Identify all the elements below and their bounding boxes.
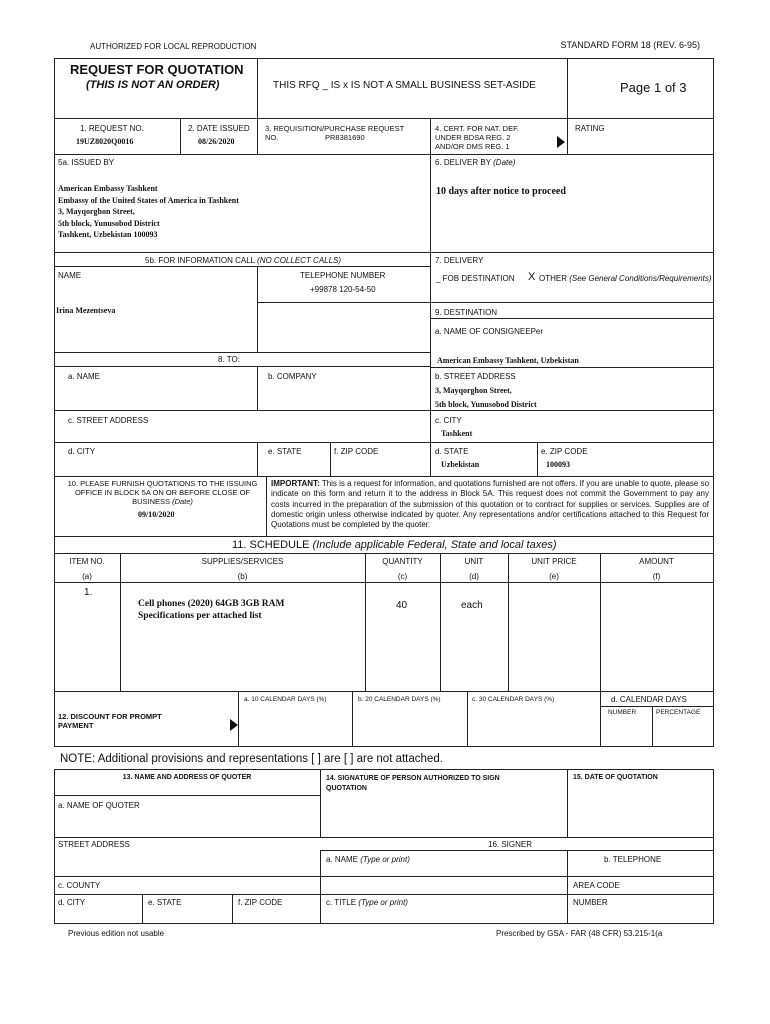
discount-30-days: c. 30 CALENDAR DAYS (%) — [472, 696, 555, 703]
dest-city-label: c. CITY — [435, 416, 462, 425]
item-number: 1. — [84, 587, 93, 598]
discount-calendar-days: d. CALENDAR DAYS — [611, 695, 687, 704]
quoter-street-label: STREET ADDRESS — [58, 840, 130, 849]
prescribed-by-note: Prescribed by GSA - FAR (48 CFR) 53.215-1(a — [496, 929, 663, 938]
arrow-right-icon — [230, 719, 238, 731]
issued-by-address: American Embassy Tashkent Embassy of the United States of America in Tashkent 3, Mayqorghon Street, 5th block, Yunusobod District Tashkent, Uzbekistan 100093 — [58, 184, 239, 239]
fob-destination-option: _ FOB DESTINATION — [436, 274, 515, 283]
delivery-label: 7. DELIVERY — [435, 256, 484, 265]
quoter-county-label: c. COUNTY — [58, 881, 101, 890]
dest-zip-value: 100093 — [546, 460, 570, 469]
contact-name-label: NAME — [58, 271, 82, 280]
standard-form-number: STANDARD FORM 18 (REV. 6-95) — [560, 40, 700, 50]
request-no-label: 1. REQUEST NO. — [80, 124, 144, 133]
important-notice: IMPORTANT: This is a request for information, and quotations furnished are not offers. If you are unable to quote, please so indicate on this form and return it to the address in Block 5A. This request does not commit the Government to pay any costs incurred in the preparation of the submission of this quotation or to contract for supplies or services. Supplies are of domestic origin unless otherwise indicated by quoter. Any representations and/or certifications attached to this Request for Quotations must be completed by the quoter. — [271, 479, 710, 530]
date-issued-value: 08/26/2020 — [198, 137, 235, 146]
signature-label: 14. SIGNATURE OF PERSON AUTHORIZED TO SIGN QUOTATION — [326, 775, 500, 792]
quotation-date-label: 15. DATE OF QUOTATION — [573, 774, 658, 781]
issued-by-label: 5a. ISSUED BY — [58, 158, 115, 167]
item-quantity: 40 — [396, 600, 408, 611]
quoter-name-address-label: 13. NAME AND ADDRESS OF QUOTER — [122, 774, 252, 781]
dest-zip-label: e. ZIP CODE — [541, 447, 588, 456]
page-number: Page 1 of 3 — [620, 80, 687, 95]
attachment-note: NOTE: Additional provisions and representations [ ] are [ ] are not attached. — [60, 753, 443, 765]
to-state-label: e. STATE — [268, 447, 302, 456]
form-subtitle: (THIS IS NOT AN ORDER) — [86, 79, 220, 91]
item-unit: each — [461, 600, 483, 611]
set-aside-statement: THIS RFQ _ IS x IS NOT A SMALL BUSINESS SET-ASIDE — [273, 80, 536, 91]
discount-number-label: NUMBER — [608, 709, 637, 716]
signer-label: 16. SIGNER — [488, 840, 533, 849]
quoter-state-label: e. STATE — [148, 898, 182, 907]
quoter-city-label: d. CITY — [58, 898, 86, 907]
deliver-by-value: 10 days after notice to proceed — [436, 186, 566, 197]
dest-street-label: b. STREET ADDRESS — [435, 372, 516, 381]
consignee-value: American Embassy Tashkent, Uzbekistan — [437, 356, 579, 365]
furnish-label: 10. PLEASE FURNISH QUOTATIONS TO THE ISSUING OFFICE IN BLOCK 5A ON OR BEFORE CLOSE OF BUSINESS (Date) — [67, 479, 258, 506]
consignee-label: a. NAME OF CONSIGNEEPer — [435, 327, 544, 336]
to-zip-label: f. ZIP CODE — [334, 447, 379, 456]
col-quantity: QUANTITY (c) — [382, 557, 423, 581]
requisition-label: 3. REQUISITION/PURCHASE REQUEST NO. — [265, 124, 405, 142]
requisition-no: PR8381690 — [325, 133, 365, 142]
to-city-label: d. CITY — [68, 447, 96, 456]
to-street-label: c. STREET ADDRESS — [68, 416, 149, 425]
other-option: OTHER (See General Conditions/Requirements) — [539, 274, 712, 283]
authorized-reproduction: AUTHORIZED FOR LOCAL REPRODUCTION — [90, 42, 257, 51]
quoter-name-label: a. NAME OF QUOTER — [58, 801, 140, 810]
discount-20-days: b. 20 CALENDAR DAYS (%) — [358, 696, 441, 703]
col-unit: UNIT (d) — [464, 557, 484, 581]
contact-name-value: Irina Mezentseva — [56, 306, 116, 315]
to-name-label: a. NAME — [68, 372, 101, 381]
dest-street-value: 3, Mayqorghon Street, 5th block, Yunusobod District — [435, 386, 537, 409]
info-call-label: 5b. FOR INFORMATION CALL (NO COLLECT CALLS) — [145, 256, 342, 265]
cert-nat-def-label: 4. CERT. FOR NAT. DEF. UNDER BDSA REG. 2 AND/OR DMS REG. 1 — [435, 124, 519, 151]
other-checkmark: X — [528, 271, 536, 283]
form-title: REQUEST FOR QUOTATION — [70, 62, 244, 77]
schedule-title: 11. SCHEDULE (Include applicable Federal, State and local taxes) — [232, 539, 557, 551]
destination-label: 9. DESTINATION — [435, 308, 498, 317]
to-label: 8. TO: — [218, 355, 240, 364]
dest-state-value: Uzbekistan — [441, 460, 480, 469]
signer-name-label: a. NAME (Type or print) — [326, 855, 410, 864]
rating-label: RATING — [575, 124, 605, 133]
discount-percentage-label: PERCENTAGE — [656, 709, 701, 716]
signer-title-label: c. TITLE (Type or print) — [326, 898, 408, 907]
col-amount: AMOUNT (f) — [639, 557, 674, 581]
dest-city-value: Tashkent — [441, 429, 473, 438]
signer-telephone-label: b. TELEPHONE — [604, 855, 662, 864]
to-company-label: b. COMPANY — [268, 372, 317, 381]
col-unit-price: UNIT PRICE (e) — [531, 557, 577, 581]
telephone-value: +99878 120-54-50 — [310, 285, 376, 294]
previous-edition-note: Previous edition not usable — [68, 929, 165, 938]
dest-state-label: d. STATE — [435, 447, 469, 456]
col-item-no: ITEM NO. (a) — [69, 557, 105, 581]
arrow-right-icon — [557, 136, 565, 148]
request-no-value: 19UZ8020Q0016 — [76, 137, 134, 146]
discount-10-days: a. 10 CALENDAR DAYS (%) — [244, 696, 327, 703]
phone-number-label: NUMBER — [573, 898, 608, 907]
date-issued-label: 2. DATE ISSUED — [188, 124, 250, 133]
deliver-by-label: 6. DELIVER BY (Date) — [435, 158, 516, 167]
area-code-label: AREA CODE — [573, 881, 620, 890]
discount-label: 12. DISCOUNT FOR PROMPT PAYMENT — [58, 712, 162, 730]
furnish-date: 09/10/2020 — [138, 510, 175, 519]
telephone-label: TELEPHONE NUMBER — [300, 271, 386, 280]
col-supplies: SUPPLIES/SERVICES (b) — [201, 557, 284, 581]
item-description: Cell phones (2020) 64GB 3GB RAM Specifications per attached list — [138, 599, 285, 621]
quoter-zip-label: f. ZIP CODE — [238, 898, 283, 907]
